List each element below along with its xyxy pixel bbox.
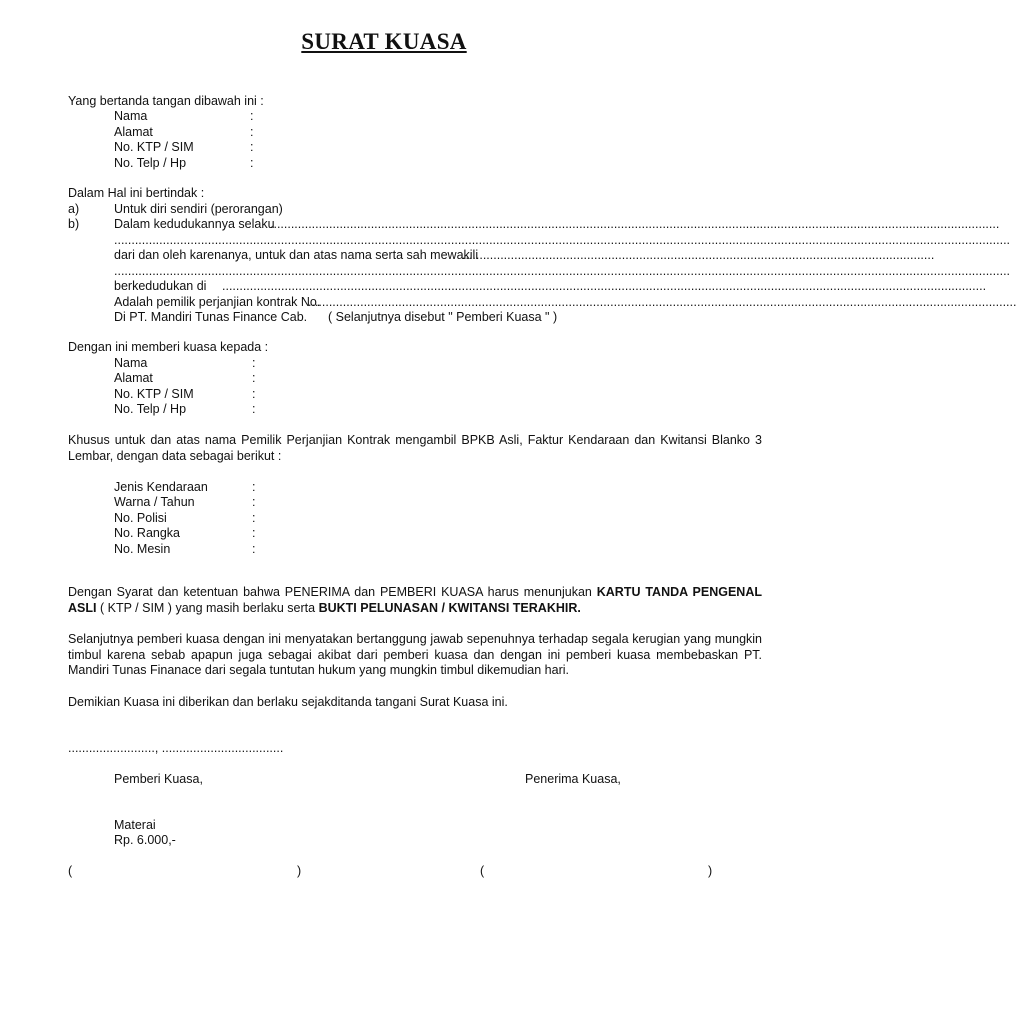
- field-label: No. Telp / Hp: [114, 402, 187, 416]
- field-label: Alamat: [114, 125, 153, 139]
- grantor-name-close-paren: ): [297, 864, 302, 878]
- field-label: No. Mesin: [114, 542, 171, 556]
- field-colon: :: [252, 402, 256, 416]
- option-text: Dalam kedudukannya selaku: [114, 217, 275, 231]
- dotted-fill-line: ............................................................................................................................................................................................................: [308, 295, 1016, 309]
- dotted-fill-line: ..................................................................................................................................................................................................................................................................: [114, 264, 1011, 278]
- acting-line: berkedudukan di: [114, 279, 207, 293]
- conditions-part1: Dengan Syarat dan ketentuan bahwa PENERIMA dan PEMBERI KUASA harus menunjukan: [68, 585, 597, 599]
- field-colon: :: [252, 387, 256, 401]
- field-colon: :: [252, 356, 256, 370]
- acting-line: Di PT. Mandiri Tunas Finance Cab.: [114, 310, 308, 324]
- option-marker: a): [68, 202, 80, 216]
- field-colon: :: [252, 542, 256, 556]
- field-label: Nama: [114, 356, 148, 370]
- field-label: Nama: [114, 109, 148, 123]
- conditions-bold2: BUKTI PELUNASAN / KWITANSI TERAKHIR.: [318, 600, 581, 615]
- document-title: SURAT KUASA: [301, 29, 467, 54]
- purpose-text: Khusus untuk dan atas nama Pemilik Perjanjian Kontrak mengambil BPKB Asli, Faktur Kendaraan dan Kwitansi Blanko 3 Lembar, dengan data sebagai berikut :: [68, 433, 762, 463]
- grantor-intro: Yang bertanda tangan dibawah ini :: [68, 94, 264, 108]
- purpose-paragraph: [68, 433, 762, 464]
- place-date-line: ........................., ...................................: [68, 741, 284, 755]
- acting-intro: Dalam Hal ini bertindak :: [68, 186, 205, 200]
- closing-statement: Demikian Kuasa ini diberikan dan berlaku sejakditanda tangani Surat Kuasa ini.: [68, 695, 508, 709]
- dotted-fill-line: ........................................................................................................................................: [462, 248, 935, 262]
- field-colon: :: [252, 371, 256, 385]
- field-colon: :: [252, 511, 256, 525]
- field-colon: :: [252, 526, 256, 540]
- dotted-fill-line: ..................................................................................................................................................................................................................: [270, 217, 1000, 231]
- grantee-name-close-paren: ): [708, 864, 713, 878]
- acting-line: dari dan oleh karenanya, untuk dan atas nama serta sah mewakili: [114, 248, 479, 262]
- option-text: Untuk diri sendiri (perorangan): [114, 202, 283, 216]
- grantor-name-open-paren: (: [68, 864, 73, 878]
- conditions-bold1: KARTU TANDA PENGENAL ASLI: [68, 585, 762, 615]
- conditions-text: [68, 585, 762, 616]
- grantee-intro: Dengan ini memberi kuasa kepada :: [68, 340, 269, 354]
- field-label: No. Rangka: [114, 526, 181, 540]
- field-colon: :: [250, 109, 254, 123]
- field-colon: :: [250, 140, 254, 154]
- field-label: No. KTP / SIM: [114, 387, 194, 401]
- grantor-signature-label: Pemberi Kuasa,: [114, 772, 203, 786]
- dotted-fill-line: ..................................................................................................................................................................................................................................................................: [114, 233, 1011, 247]
- field-label: Jenis Kendaraan: [114, 480, 208, 494]
- acting-line: Adalah pemilik perjanjian kontrak No.: [114, 295, 321, 309]
- option-marker: b): [68, 217, 80, 231]
- stamp-value: Rp. 6.000,-: [114, 833, 176, 847]
- stamp-label: Materai: [114, 818, 156, 832]
- field-label: Warna / Tahun: [114, 495, 195, 509]
- responsibility-text: Selanjutnya pemberi kuasa dengan ini menyatakan bertanggung jawab sepenuhnya terhadap segala kerugian yang mungkin timbul karena sebab apapun juga sebagai akibat dari pemberi kuasa dan dengan ini pemberi kuasa membebaskan PT. Mandiri Tunas Finanace dari segala tuntutan hukum yang mungkin timbul dikemudian hari.: [68, 632, 762, 677]
- dotted-fill-line: ............................................................................................................................................................................................................................: [222, 279, 987, 293]
- field-label: No. KTP / SIM: [114, 140, 194, 154]
- field-label: No. Polisi: [114, 511, 167, 525]
- field-label: No. Telp / Hp: [114, 156, 187, 170]
- field-colon: :: [250, 156, 254, 170]
- field-colon: :: [252, 495, 256, 509]
- field-colon: :: [252, 480, 256, 494]
- field-colon: :: [250, 125, 254, 139]
- field-label: Alamat: [114, 371, 153, 385]
- conditions-part2: ( KTP / SIM ) yang masih berlaku serta: [99, 600, 319, 615]
- grantee-signature-label: Penerima Kuasa,: [525, 772, 621, 786]
- grantee-name-open-paren: (: [480, 864, 485, 878]
- responsibility-paragraph: [68, 632, 762, 679]
- grantor-alias: ( Selanjutnya disebut " Pemberi Kuasa " ): [328, 310, 558, 324]
- conditions-paragraph: [68, 585, 762, 616]
